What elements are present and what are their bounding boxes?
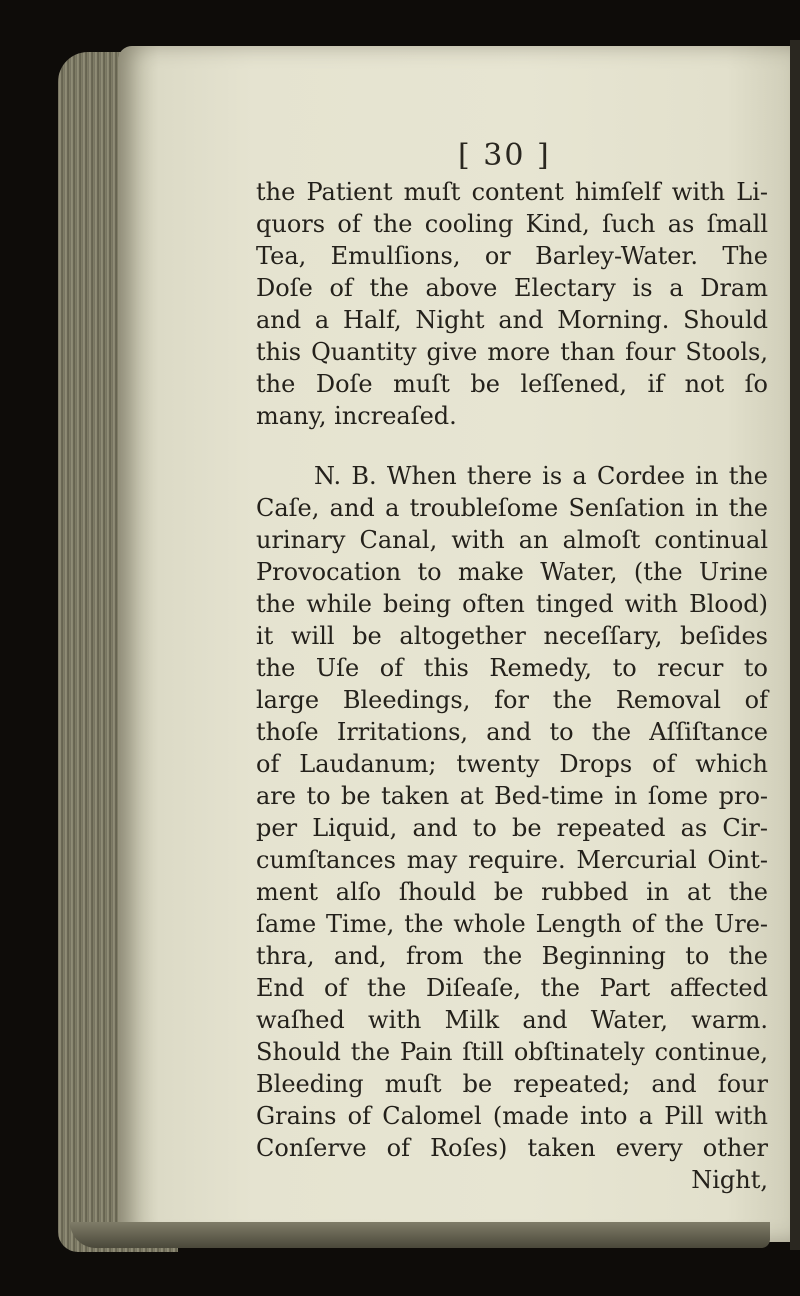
- text-line: the Doſe muſt be leſſened, if not ſo: [256, 370, 768, 398]
- text-line: cumſtances may require. Mercurial Oint-: [256, 846, 768, 874]
- text-line: Should the Pain ſtill obſtinately continue,: [256, 1038, 768, 1066]
- text-line: Bleeding muſt be repeated; and four: [256, 1070, 768, 1098]
- text-line: are to be taken at Bed-time in ſome pro-: [256, 782, 768, 810]
- text-line: the Uſe of this Remedy, to recur to: [256, 654, 768, 682]
- text-line: large Bleedings, for the Removal of: [256, 686, 768, 714]
- paragraph-2: [256, 460, 768, 1196]
- text-line: and a Half, Night and Morning. Should: [256, 306, 768, 334]
- text-line: it will be altogether neceſſary, beſides: [256, 622, 768, 650]
- text-line: thra, and, from the Beginning to the: [256, 942, 768, 970]
- text-line: many, increaſed.: [256, 402, 457, 430]
- text-line: thoſe Irritations, and to the Aſſiſtance: [256, 718, 768, 746]
- text-line: waſhed with Milk and Water, warm.: [256, 1006, 768, 1034]
- text-line: Tea, Emulſions, or Barley-Water. The: [256, 242, 768, 270]
- text-line: the while being often tinged with Blood): [256, 590, 768, 618]
- page-number-header: [ 30 ]: [458, 138, 551, 173]
- text-line: Grains of Calomel (made into a Pill with: [256, 1102, 768, 1130]
- text-line: ment alſo ſhould be rubbed in at the: [256, 878, 768, 906]
- text-line: the Patient muſt content himſelf with Li-: [256, 178, 768, 206]
- page-text: [256, 176, 768, 1196]
- text-line: Conſerve of Roſes) taken every other: [256, 1134, 768, 1162]
- text-line: per Liquid, and to be repeated as Cir-: [256, 814, 768, 842]
- book-bottom-edge: [70, 1222, 770, 1248]
- text-line: of Laudanum; twenty Drops of which: [256, 750, 768, 778]
- text-line: this Quantity give more than four Stools,: [256, 338, 768, 366]
- text-line: ſame Time, the whole Length of the Ure-: [256, 910, 768, 938]
- text-line: quors of the cooling Kind, ſuch as ſmall: [256, 210, 768, 238]
- book-right-edge: [790, 40, 800, 1250]
- text-line: Doſe of the above Electary is a Dram: [256, 274, 768, 302]
- text-line: N. B. When there is a Cordee in the: [314, 462, 768, 490]
- text-line: Provocation to make Water, (the Urine: [256, 558, 768, 586]
- text-line: urinary Canal, with an almoſt continual: [256, 526, 768, 554]
- text-line: Caſe, and a troubleſome Senſation in the: [256, 494, 768, 522]
- paragraph-1: [256, 176, 768, 432]
- catchword: Night,: [691, 1166, 768, 1194]
- text-line: End of the Diſeaſe, the Part affected: [256, 974, 768, 1002]
